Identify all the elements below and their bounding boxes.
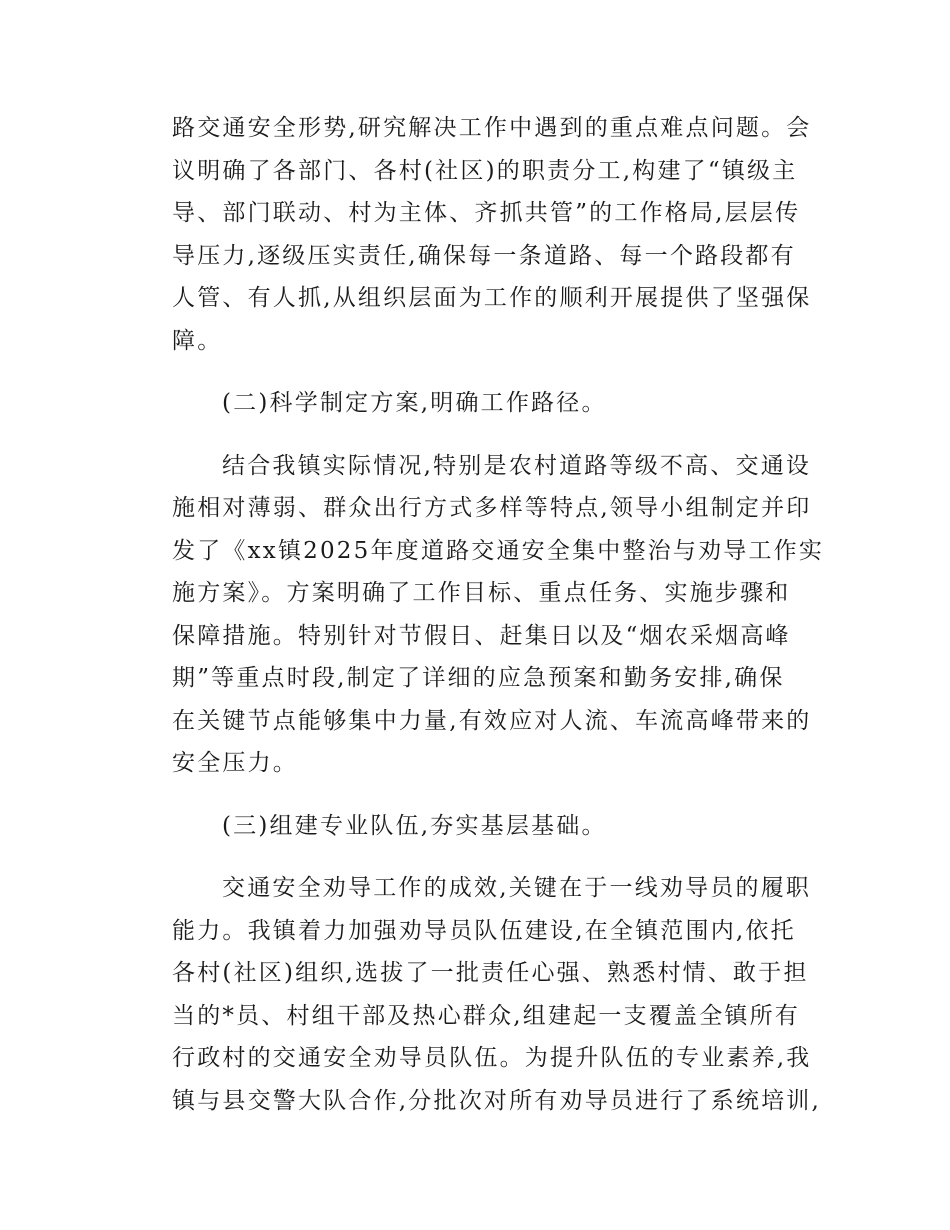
text-line: 议明确了各部门、各村(社区)的职责分工,构建了“镇级主 [172, 157, 798, 184]
text-line: 各村(社区)组织,选拔了一批责任心强、熟悉村情、敢于担 [172, 960, 809, 986]
text-line: 发了《xx镇2025年度道路交通安全集中整治与劝导工作实 [172, 537, 825, 564]
text-line: 安全压力。 [172, 750, 298, 776]
text-line: 人管、有人抓,从组织层面为工作的顺利开展提供了坚强保 [172, 285, 812, 311]
text-line: 导压力,逐级压实责任,确保每一条道路、每一个路段都有 [172, 242, 796, 269]
text-line: 保障措施。特别针对节假日、赶集日以及“烟农采烟高峰 [172, 622, 791, 649]
text-line: 施相对薄弱、群众出行方式多样等特点,领导小组制定并印 [172, 495, 812, 521]
text-line: 能力。我镇着力加强劝导员队伍建设,在全镇范围内,依托 [172, 917, 796, 944]
text-line: 交通安全劝导工作的成效,关键在于一线劝导员的履职 [222, 875, 812, 901]
text-line: 施方案》。方案明确了工作目标、重点任务、实施步骤和 [172, 580, 791, 606]
text-line: 导、部门联动、村为主体、齐抓共管”的工作格局,层层传 [172, 200, 801, 226]
text-line: 当的*员、村组干部及热心群众,组建起一支覆盖全镇所有 [172, 1002, 801, 1029]
document-body [172, 107, 825, 1122]
text-line: 在关键节点能够集中力量,有效应对人流、车流高峰带来的 [172, 707, 812, 734]
section-heading-2: (二)科学制定方案,明确工作路径。 [222, 390, 607, 416]
paragraph-1 [172, 107, 812, 362]
text-line: 路交通安全形势,研究解决工作中遇到的重点难点问题。会 [172, 115, 812, 141]
section-heading-3: (三)组建专业队伍,夯实基层基础。 [222, 812, 607, 839]
text-line: 期”等重点时段,制定了详细的应急预案和勤务安排,确保 [172, 665, 785, 691]
paragraph-2 [172, 445, 825, 785]
text-line: 结合我镇实际情况,特别是农村道路等级不高、交通设 [222, 452, 812, 479]
text-line: 障。 [172, 327, 223, 354]
text-line: 行政村的交通安全劝导员队伍。为提升队伍的专业素养,我 [172, 1045, 812, 1071]
text-line: 镇与县交警大队合作,分批次对所有劝导员进行了系统培训, [172, 1087, 822, 1114]
paragraph-3 [172, 867, 822, 1122]
